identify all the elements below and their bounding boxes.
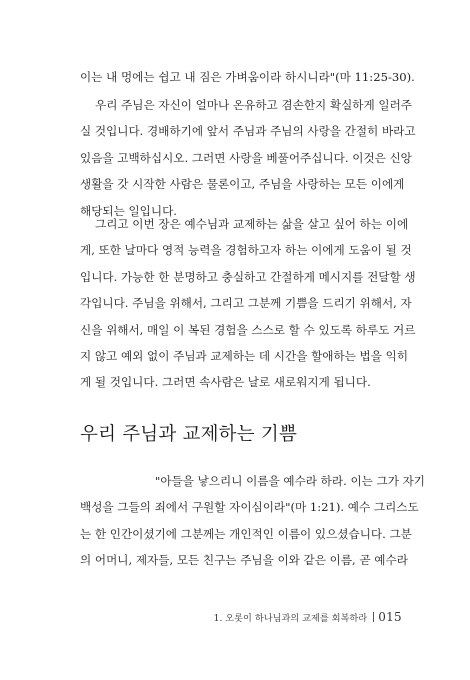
footer-chapter-title: 1. 오롯이 하나님과의 교제를 회복하라 [213,613,368,624]
paragraph-section-body [80,468,426,574]
text-line: 그리고 이번 장은 예수님과 교제하는 삶을 살고 싶어 하는 이에 [95,217,409,231]
text-line: 게 될 것입니다. 그러면 속사람은 날로 새로워지게 됩니다. [80,375,371,390]
text-line: 의 어머니, 제자들, 모든 친구는 주님을 이와 같은 이름, 곧 예수라 [80,553,408,568]
text-line: 우리 주님은 자신이 얼마나 온유하고 겸손한지 확실하게 일러주 [95,98,412,112]
text-line: 신을 위해서, 매일 이 복된 경험을 스스로 할 수 있도록 하루도 거르 [80,322,416,337]
paragraph-continuation [80,64,415,90]
text-line: 게, 또한 날마다 영적 능력을 경험하고자 하는 이에게 도움이 될 것 [80,243,412,258]
section-heading: 우리 주님과 교제하는 기쁨 [80,424,298,445]
text-line: 있음을 고백하십시오. 그러면 사랑을 베풀어주십니다. 이것은 신앙 [80,150,412,165]
footer-divider [373,612,374,622]
text-line: 는 한 인간이셨기에 그분께는 개인적인 이름이 있으셨습니다. 그분 [80,526,412,541]
text-line: 입니다. 가능한 한 분명하고 충실하고 간절하게 메시지를 전달할 생 [80,269,416,284]
text-line: 이는 내 멍에는 쉽고 내 짐은 가벼움이라 하시니라"(마 11:25-30). [80,70,415,84]
page-number: 015 [378,610,402,624]
text-line: 지 않고 예외 없이 주님과 교제하는 데 시간을 할애하는 법을 익히 [80,348,409,363]
text-line: 해당되는 일입니다. [80,203,177,218]
text-line: 실 것입니다. 경배하기에 앞서 주님과 주님의 사랑을 간절히 바라고 [80,124,416,139]
paragraph-chapter-purpose [80,211,416,396]
text-line: "아들을 낳으리니 이름을 예수라 하라. 이는 그가 자기 [155,474,426,488]
text-line: 각입니다. 주님을 위해서, 그리고 그분께 기쁨을 드리기 위해서, 자 [80,296,412,311]
text-line: 생활을 갓 시작한 사람은 물론이고, 주님을 사랑하는 모든 이에게 [80,177,405,192]
running-footer [0,610,402,624]
text-line: 백성을 그들의 죄에서 구원할 자이심이라"(마 1:21). 예수 그리스도 [80,500,419,515]
